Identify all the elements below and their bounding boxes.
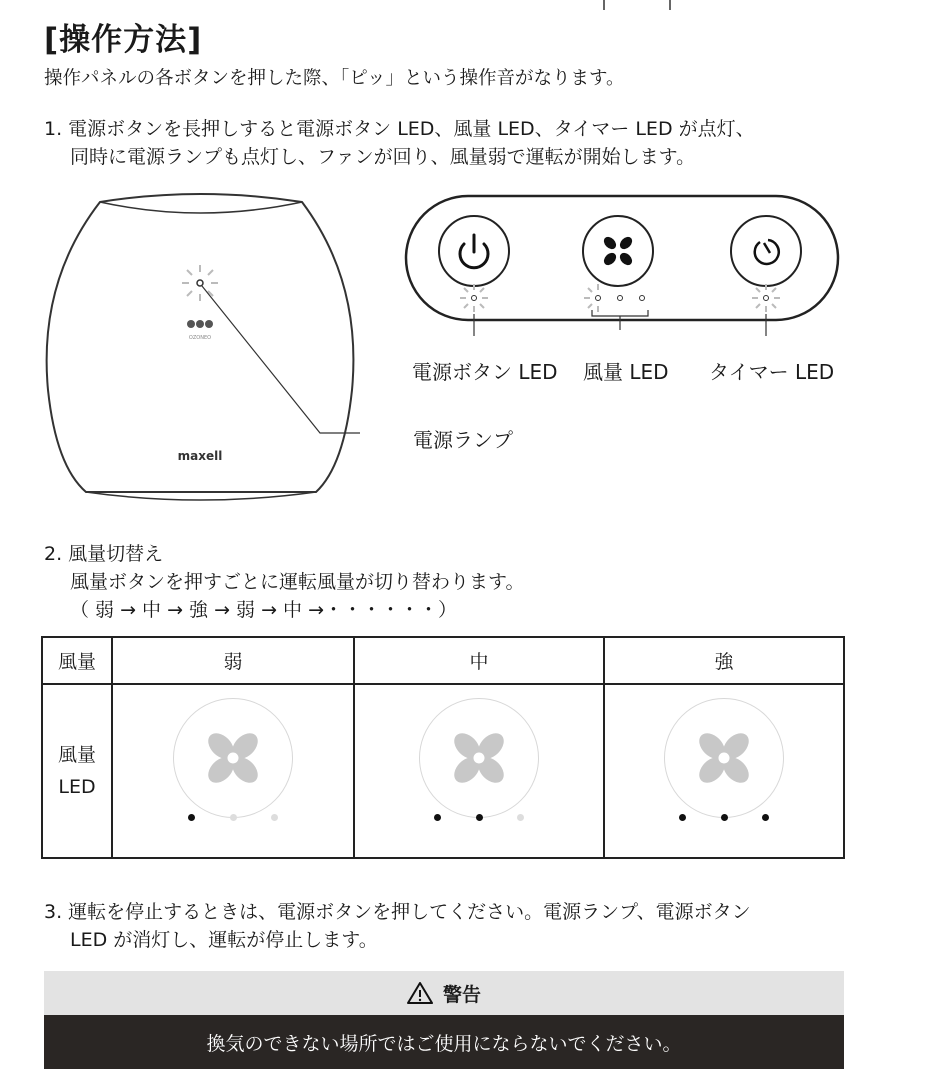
intro-text: 操作パネルの各ボタンを押した際、「ピッ」という操作音がなります。 <box>44 68 625 89</box>
timer-button[interactable] <box>731 216 801 286</box>
warning-header <box>44 971 844 1015</box>
power-button-led-label: 電源ボタン LED <box>412 360 558 384</box>
step-1-line1: 1. 電源ボタンを長押しすると電源ボタン LED、風量 LED、タイマー LED が点灯、 <box>44 118 755 140</box>
warning-icon <box>407 981 433 1005</box>
col-header-mid: 中 <box>354 637 604 684</box>
step-2-line3: （ 弱 → 中 → 強 → 弱 → 中 →・・・・・・） <box>70 599 457 621</box>
warning-title: 警告 <box>442 983 481 1006</box>
fan-speed-table <box>41 636 845 859</box>
brand-logo: maxell <box>177 449 223 463</box>
warning-message: 換気のできない場所ではご使用にならないでください。 <box>44 1015 844 1069</box>
fan-button[interactable] <box>583 216 653 286</box>
power-lamp-label: 電源ランプ <box>413 428 513 452</box>
led-dot-on <box>679 814 686 821</box>
step-1-line2: 同時に電源ランプも点灯し、ファンが回り、風量弱で運転が開始します。 <box>70 146 696 168</box>
col-header-low: 弱 <box>112 637 354 684</box>
step-2 <box>44 540 524 624</box>
led-dots <box>188 814 278 821</box>
led-dot-on <box>762 814 769 821</box>
purifier-illustration <box>40 190 360 510</box>
ozone-label: OZONEO <box>188 335 212 341</box>
step-3 <box>44 898 751 954</box>
step-3-line1: 3. 運転を停止するときは、電源ボタンを押してください。電源ランプ、電源ボタン <box>44 901 751 923</box>
fan-led-icon <box>419 698 539 818</box>
row-header-led-line1: 風量 <box>57 744 96 766</box>
led-dots <box>434 814 524 821</box>
top-fragment <box>598 0 678 14</box>
power-button[interactable] <box>439 216 509 286</box>
led-dots <box>679 814 769 821</box>
led-cell-high <box>604 684 844 858</box>
timer-led-label: タイマー LED <box>709 360 835 384</box>
step-3-line2: LED が消灯し、運転が停止します。 <box>70 929 378 951</box>
fan-led-icon <box>173 698 293 818</box>
table-header-row <box>42 637 844 684</box>
row-header-fan: 風量 <box>42 637 112 684</box>
col-header-high: 強 <box>604 637 844 684</box>
page-title: [操作方法] <box>44 22 203 58</box>
table-led-row <box>42 684 844 858</box>
led-dot-on <box>476 814 483 821</box>
row-header-led-line2: LED <box>58 776 96 798</box>
control-panel-illustration <box>402 190 842 340</box>
step-2-line1: 2. 風量切替え <box>44 543 164 565</box>
step-1 <box>44 115 755 171</box>
led-cell-low <box>112 684 354 858</box>
led-cell-mid <box>354 684 604 858</box>
ozone-logo-icon <box>187 320 213 328</box>
led-dot-on <box>434 814 441 821</box>
led-dot-off <box>517 814 524 821</box>
led-dot-off <box>230 814 237 821</box>
led-dot-on <box>721 814 728 821</box>
fan-led-label: 風量 LED <box>583 360 669 384</box>
led-dot-off <box>271 814 278 821</box>
fan-led-icon <box>664 698 784 818</box>
step-2-line2: 風量ボタンを押すごとに運転風量が切り替わります。 <box>70 571 525 593</box>
led-dot-on <box>188 814 195 821</box>
row-header-led <box>42 684 112 858</box>
